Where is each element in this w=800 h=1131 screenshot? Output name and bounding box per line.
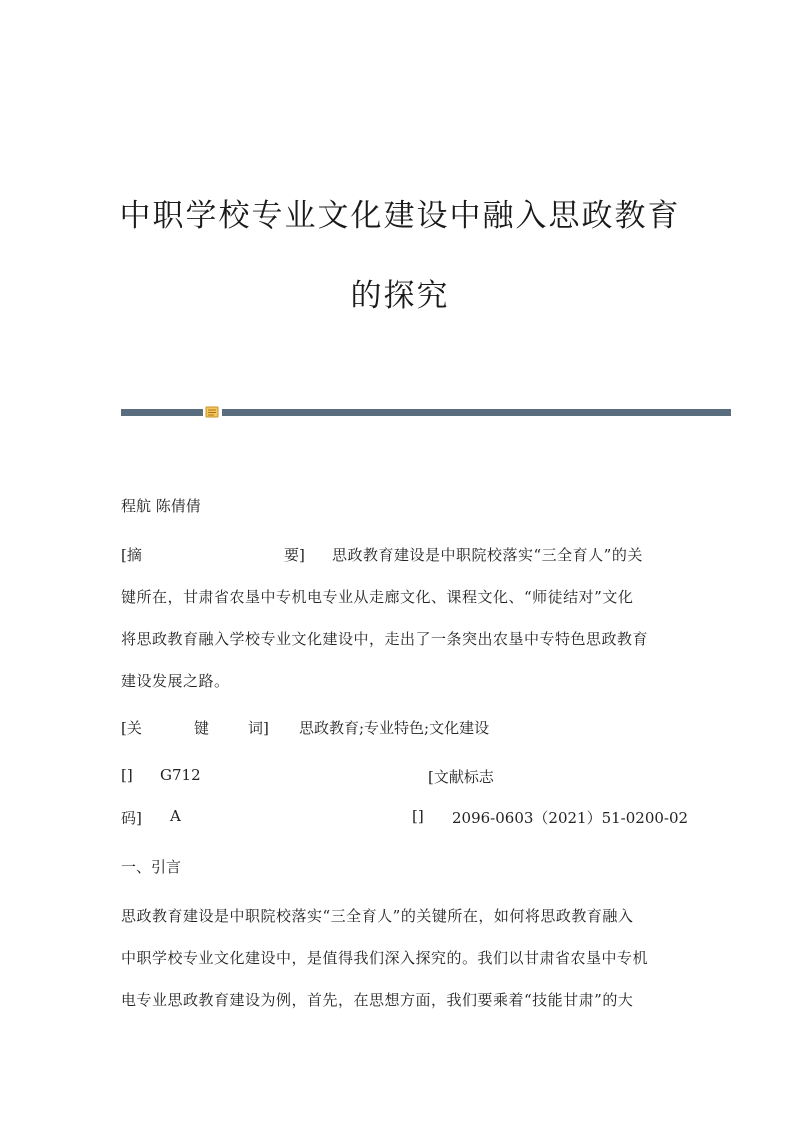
doc-label-cont: 码] (121, 809, 142, 827)
document-title-line-1: 中职学校专业文化建设中融入思政教育 (119, 198, 681, 234)
clc-bracket: [] (121, 766, 133, 784)
article-bracket: [] (412, 807, 424, 825)
document-icon (205, 406, 219, 418)
keywords-label-b: 键 (194, 719, 210, 737)
section-heading: 一、引言 (121, 858, 182, 876)
abstract-line: 建设发展之路。 (121, 672, 230, 690)
keywords-value: 思政教育;专业特色;文化建设 (299, 719, 490, 737)
abstract-line: 思政教育建设是中职院校落实“三全育人”的关 (332, 546, 643, 564)
abstract-label-open: [摘 (121, 546, 142, 564)
article-number: 2096-0603（2021）51-0200-02 (452, 809, 689, 827)
doc-code: A (170, 807, 181, 825)
abstract-line: 键所在，甘肃省农垦中专机电专业从走廊文化、课程文化、“师徒结对”文化 (121, 588, 634, 606)
body-line: 思政教育建设是中职院校落实“三全育人”的关键所在，如何将思政教育融入 (121, 907, 634, 925)
document-title-line-2: 的探究 (350, 278, 450, 314)
clc-code: G712 (160, 766, 201, 784)
divider-right (222, 409, 731, 416)
keywords-label-a: [关 (121, 719, 142, 737)
abstract-label-close: 要] (284, 546, 305, 564)
abstract-line: 将思政教育融入学校专业文化建设中，走出了一条突出农垦中专特色思政教育 (121, 630, 649, 648)
authors: 程航 陈倩倩 (121, 497, 201, 515)
keywords-label-c: 词] (248, 719, 269, 737)
doc-label: [文献标志 (428, 768, 494, 786)
divider-left (121, 409, 203, 416)
body-line: 中职学校专业文化建设中，是值得我们深入探究的。我们以甘肃省农垦中专机 (121, 949, 649, 967)
body-line: 电专业思政教育建设为例，首先，在思想方面，我们要乘着“技能甘肃”的大 (121, 991, 634, 1009)
